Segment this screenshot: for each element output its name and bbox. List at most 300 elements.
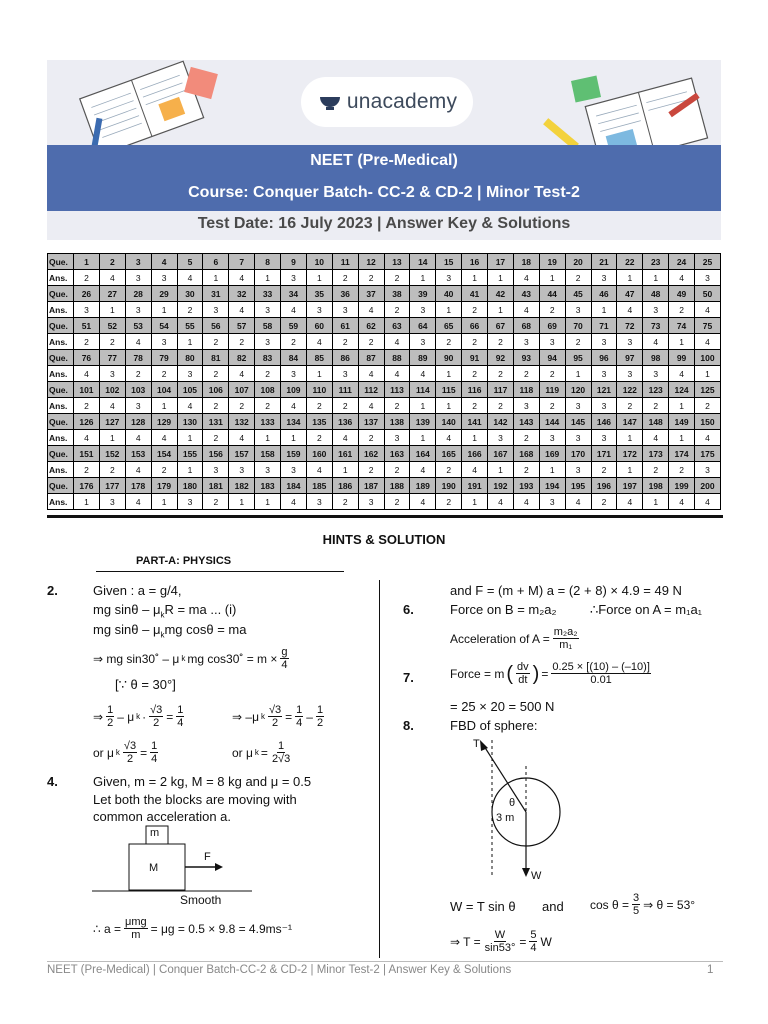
answer-cell: 2 [203, 398, 229, 414]
question-number-cell: 92 [488, 350, 514, 366]
answer-cell: 2 [332, 494, 358, 510]
answer-row [48, 302, 721, 318]
column-divider [379, 580, 380, 958]
question-number-cell: 139 [410, 414, 436, 430]
answer-cell: 1 [255, 430, 281, 446]
answer-cell: 4 [488, 494, 514, 510]
question-number-cell: 167 [488, 446, 514, 462]
question-number-cell: 177 [99, 478, 125, 494]
question-number-cell: 24 [669, 254, 695, 270]
page-number: 1 [707, 964, 714, 976]
question-number-cell: 67 [488, 318, 514, 334]
answer-cell: 2 [151, 462, 177, 478]
question-number-cell: 39 [410, 286, 436, 302]
question-number-cell: 184 [281, 478, 307, 494]
answer-cell: 3 [539, 494, 565, 510]
answer-cell: 2 [125, 366, 151, 382]
question-number-cell: 149 [669, 414, 695, 430]
que-label: Que. [48, 318, 74, 334]
question-number-cell: 188 [384, 478, 410, 494]
question-number-cell: 118 [513, 382, 539, 398]
question-number-cell: 99 [669, 350, 695, 366]
question-number-cell: 115 [436, 382, 462, 398]
question-number-cell: 5 [177, 254, 203, 270]
answer-cell: 4 [643, 334, 669, 350]
answer-cell: 2 [462, 366, 488, 382]
q2-line2: mg sinθ – $\mu_kR$ = ma ... (i) [93, 602, 237, 620]
question-number-cell: 98 [643, 350, 669, 366]
answer-row [48, 334, 721, 350]
question-number-cell: 73 [643, 318, 669, 334]
answer-cell: 2 [203, 366, 229, 382]
answer-cell: 2 [358, 430, 384, 446]
question-number-cell: 96 [591, 350, 617, 366]
question-number-cell: 4 [151, 254, 177, 270]
q4-line2: Let both the blocks are moving with [93, 792, 297, 807]
question-number-cell: 89 [410, 350, 436, 366]
question-number-cell: 143 [513, 414, 539, 430]
answer-cell: 1 [462, 494, 488, 510]
answer-cell: 2 [488, 366, 514, 382]
answer-cell: 1 [229, 494, 255, 510]
answer-cell: 4 [99, 398, 125, 414]
answer-cell: 4 [695, 334, 721, 350]
answer-cell: 1 [488, 302, 514, 318]
answer-cell: 4 [306, 334, 332, 350]
ans-label: Ans. [48, 398, 74, 414]
question-number-cell: 116 [462, 382, 488, 398]
answer-cell: 3 [617, 334, 643, 350]
question-number-cell: 194 [539, 478, 565, 494]
question-number-cell: 129 [151, 414, 177, 430]
answer-cell: 1 [255, 270, 281, 286]
question-number-cell: 48 [643, 286, 669, 302]
answer-cell: 2 [358, 334, 384, 350]
question-number-cell: 182 [229, 478, 255, 494]
q8-line2: W = T sin θ [450, 899, 516, 914]
question-number-cell: 187 [358, 478, 384, 494]
question-number-cell: 38 [384, 286, 410, 302]
question-number-cell: 174 [669, 446, 695, 462]
header-banner [47, 60, 721, 240]
question-number-cell: 183 [255, 478, 281, 494]
question-number-cell: 64 [410, 318, 436, 334]
question-number-cell: 58 [255, 318, 281, 334]
answer-cell: 3 [203, 302, 229, 318]
answer-cell: 3 [565, 398, 591, 414]
answer-cell: 3 [125, 302, 151, 318]
question-number-cell: 165 [436, 446, 462, 462]
answer-cell: 4 [695, 302, 721, 318]
answer-cell: 2 [99, 334, 125, 350]
answer-cell: 4 [125, 494, 151, 510]
question-number-cell: 114 [410, 382, 436, 398]
question-number-cell: 16 [462, 254, 488, 270]
answer-cell: 1 [177, 462, 203, 478]
answer-cell: 2 [436, 462, 462, 478]
question-number-row [48, 414, 721, 430]
q2-number: 2. [47, 583, 58, 598]
que-label: Que. [48, 254, 74, 270]
answer-cell: 4 [410, 462, 436, 478]
q7-line1: Force = m ( $\frac{dv}{dt}$ ) = $\frac{0.25 \times [(10) - (-10)]}{0.01}$ [450, 661, 650, 686]
ans-label: Ans. [48, 494, 74, 510]
answer-cell: 1 [488, 462, 514, 478]
q2-line7-right: or μ k = $\frac{1}{2√3}$ [232, 740, 291, 765]
question-number-cell: 119 [539, 382, 565, 398]
answer-row [48, 494, 721, 510]
question-number-cell: 76 [74, 350, 100, 366]
question-number-cell: 166 [462, 446, 488, 462]
q6-number: 6. [403, 602, 414, 617]
question-number-cell: 32 [229, 286, 255, 302]
q4-line3: common acceleration a. [93, 809, 232, 824]
answer-cell: 1 [617, 270, 643, 286]
q4-force-result: and F = (m + M) a = (2 + 8) × 4.9 = 49 N [450, 583, 682, 598]
q4-result: ∴ a = $\frac{\text{μmg}}{m}$ = μg = 0.5 × 9.8 = 4.9ms⁻¹ [93, 916, 292, 941]
answer-cell: 4 [565, 494, 591, 510]
answer-cell: 4 [462, 462, 488, 478]
answer-cell: 1 [74, 494, 100, 510]
question-number-row [48, 382, 721, 398]
question-number-cell: 86 [332, 350, 358, 366]
q7-line2: = 25 × 20 = 500 N [450, 699, 555, 714]
q8-and: and [542, 899, 564, 914]
question-number-cell: 75 [695, 318, 721, 334]
answer-key-table [47, 253, 721, 510]
answer-cell: 2 [74, 270, 100, 286]
fbd-theta-label: θ [509, 797, 516, 809]
answer-cell: 3 [177, 494, 203, 510]
answer-cell: 1 [99, 302, 125, 318]
answer-cell: 3 [255, 462, 281, 478]
question-number-cell: 108 [255, 382, 281, 398]
question-number-cell: 14 [410, 254, 436, 270]
question-number-cell: 103 [125, 382, 151, 398]
answer-cell: 1 [410, 270, 436, 286]
answer-cell: 3 [332, 302, 358, 318]
question-number-cell: 31 [203, 286, 229, 302]
answer-cell: 2 [617, 398, 643, 414]
question-number-cell: 27 [99, 286, 125, 302]
answer-cell: 2 [306, 430, 332, 446]
question-number-cell: 63 [384, 318, 410, 334]
answer-cell: 4 [410, 494, 436, 510]
q2-line4: ⇒ mg sin30˚ – μ k mg cos30˚ = m × $\frac{g}{4}$ [93, 646, 288, 671]
question-number-cell: 180 [177, 478, 203, 494]
question-number-cell: 51 [74, 318, 100, 334]
answer-cell: 3 [410, 334, 436, 350]
question-number-cell: 196 [591, 478, 617, 494]
answer-cell: 4 [125, 462, 151, 478]
q2-line3: mg sinθ – $\mu_kmg$ cosθ = ma [93, 622, 247, 640]
answer-cell: 3 [565, 430, 591, 446]
answer-cell: 4 [177, 398, 203, 414]
question-number-cell: 168 [513, 446, 539, 462]
question-number-cell: 175 [695, 446, 721, 462]
question-number-row [48, 446, 721, 462]
question-number-cell: 69 [539, 318, 565, 334]
hints-heading: HINTS & SOLUTION [322, 532, 446, 547]
question-number-row [48, 318, 721, 334]
answer-cell: 2 [384, 302, 410, 318]
answer-cell: 2 [539, 366, 565, 382]
footer-divider [47, 961, 723, 962]
answer-cell: 3 [436, 270, 462, 286]
question-number-cell: 30 [177, 286, 203, 302]
answer-cell: 4 [74, 430, 100, 446]
question-number-cell: 199 [669, 478, 695, 494]
question-number-cell: 37 [358, 286, 384, 302]
question-number-cell: 191 [462, 478, 488, 494]
answer-cell: 2 [332, 334, 358, 350]
question-number-cell: 61 [332, 318, 358, 334]
answer-cell: 2 [74, 398, 100, 414]
notebook-illustration-left [47, 60, 247, 145]
question-number-cell: 100 [695, 350, 721, 366]
q6-line1b: ∴Force on A = m₁a₁ [590, 602, 703, 617]
answer-cell: 2 [488, 398, 514, 414]
question-number-cell: 22 [617, 254, 643, 270]
answer-cell: 3 [125, 270, 151, 286]
brand-logo [301, 77, 473, 127]
que-label: Que. [48, 286, 74, 302]
q2-line5: [∵ θ = 30°] [115, 677, 176, 692]
answer-cell: 1 [488, 270, 514, 286]
answer-cell: 3 [591, 334, 617, 350]
question-number-cell: 154 [151, 446, 177, 462]
q6-line1: Force on B = m₂a₂ [450, 602, 557, 617]
question-number-cell: 163 [384, 446, 410, 462]
answer-cell: 4 [384, 334, 410, 350]
question-number-cell: 146 [591, 414, 617, 430]
answer-cell: 4 [513, 270, 539, 286]
answer-cell: 3 [488, 430, 514, 446]
answer-cell: 3 [643, 302, 669, 318]
question-number-cell: 65 [436, 318, 462, 334]
answer-cell: 1 [151, 302, 177, 318]
answer-cell: 2 [591, 494, 617, 510]
question-number-cell: 131 [203, 414, 229, 430]
answer-cell: 3 [229, 462, 255, 478]
question-number-cell: 137 [358, 414, 384, 430]
answer-cell: 4 [332, 430, 358, 446]
answer-cell: 4 [436, 430, 462, 446]
answer-cell: 3 [281, 270, 307, 286]
que-label: Que. [48, 446, 74, 462]
answer-cell: 1 [151, 494, 177, 510]
answer-cell: 4 [669, 270, 695, 286]
answer-cell: 2 [255, 366, 281, 382]
question-number-cell: 43 [513, 286, 539, 302]
fbd-weight-label: W [531, 870, 542, 882]
question-number-cell: 93 [513, 350, 539, 366]
answer-cell: 2 [669, 462, 695, 478]
answer-cell: 3 [695, 270, 721, 286]
question-number-cell: 59 [281, 318, 307, 334]
answer-cell: 1 [462, 430, 488, 446]
q8-line1: FBD of sphere: [450, 718, 538, 733]
answer-cell: 2 [229, 398, 255, 414]
answer-cell: 2 [229, 334, 255, 350]
answer-row [48, 430, 721, 446]
answer-cell: 3 [151, 270, 177, 286]
test-date-title: Test Date: 16 July 2023 | Answer Key & Solutions [197, 215, 571, 232]
answer-row [48, 462, 721, 478]
question-number-cell: 49 [669, 286, 695, 302]
question-number-cell: 120 [565, 382, 591, 398]
answer-cell: 4 [177, 270, 203, 286]
q2-line1: Given : a = g/4, [93, 583, 182, 598]
answer-cell: 2 [462, 398, 488, 414]
question-number-cell: 178 [125, 478, 151, 494]
question-number-cell: 169 [539, 446, 565, 462]
question-number-cell: 126 [74, 414, 100, 430]
answer-row [48, 270, 721, 286]
question-number-cell: 190 [436, 478, 462, 494]
answer-cell: 3 [591, 270, 617, 286]
answer-cell: 3 [281, 366, 307, 382]
answer-cell: 2 [74, 462, 100, 478]
answer-cell: 2 [203, 430, 229, 446]
q2-line6-left: ⇒ $\frac{1}{2}$ – μ k · $\frac{√3}{2}$ = $\frac{1}{4}$ [93, 704, 184, 729]
question-number-cell: 164 [410, 446, 436, 462]
answer-cell: 1 [255, 494, 281, 510]
answer-cell: 3 [306, 494, 332, 510]
question-number-cell: 158 [255, 446, 281, 462]
big-block-label: M [149, 862, 159, 874]
question-number-cell: 87 [358, 350, 384, 366]
answer-cell: 1 [669, 334, 695, 350]
question-number-cell: 55 [177, 318, 203, 334]
question-number-cell: 52 [99, 318, 125, 334]
question-number-cell: 198 [643, 478, 669, 494]
answer-cell: 1 [669, 430, 695, 446]
question-number-cell: 157 [229, 446, 255, 462]
que-label: Que. [48, 478, 74, 494]
question-number-row [48, 286, 721, 302]
answer-cell: 1 [306, 270, 332, 286]
question-number-cell: 72 [617, 318, 643, 334]
unacademy-logo-icon [317, 91, 343, 113]
answer-cell: 4 [384, 366, 410, 382]
answer-cell: 3 [99, 494, 125, 510]
force-label: F [204, 851, 211, 863]
question-number-cell: 121 [591, 382, 617, 398]
q2-line7-left: or μ k $\frac{√3}{2}$ = $\frac{1}{4}$ [93, 740, 158, 765]
question-number-cell: 79 [151, 350, 177, 366]
fbd-radius-label: 3 m [496, 812, 515, 824]
answer-cell: 2 [384, 494, 410, 510]
question-number-cell: 193 [513, 478, 539, 494]
answer-cell: 3 [695, 462, 721, 478]
answer-cell: 4 [695, 430, 721, 446]
answer-cell: 2 [203, 334, 229, 350]
question-number-cell: 46 [591, 286, 617, 302]
question-number-cell: 34 [281, 286, 307, 302]
question-number-cell: 159 [281, 446, 307, 462]
answer-cell: 4 [358, 302, 384, 318]
answer-cell: 2 [695, 398, 721, 414]
ans-label: Ans. [48, 334, 74, 350]
answer-cell: 3 [410, 302, 436, 318]
question-number-cell: 102 [99, 382, 125, 398]
part-underline [96, 571, 344, 572]
question-number-cell: 70 [565, 318, 591, 334]
answer-cell: 1 [436, 366, 462, 382]
question-number-cell: 74 [669, 318, 695, 334]
answer-cell: 1 [332, 462, 358, 478]
question-number-cell: 151 [74, 446, 100, 462]
question-number-cell: 104 [151, 382, 177, 398]
answer-cell: 4 [617, 494, 643, 510]
answer-cell: 1 [591, 302, 617, 318]
question-number-cell: 60 [306, 318, 332, 334]
question-number-cell: 122 [617, 382, 643, 398]
answer-cell: 2 [99, 462, 125, 478]
answer-cell: 4 [229, 270, 255, 286]
answer-cell: 1 [643, 494, 669, 510]
answer-cell: 3 [565, 302, 591, 318]
question-number-cell: 71 [591, 318, 617, 334]
answer-cell: 2 [462, 302, 488, 318]
question-number-cell: 13 [384, 254, 410, 270]
answer-cell: 1 [177, 334, 203, 350]
answer-cell: 3 [539, 430, 565, 446]
question-number-row [48, 478, 721, 494]
question-number-cell: 171 [591, 446, 617, 462]
question-number-cell: 140 [436, 414, 462, 430]
part-a-heading: PART-A: PHYSICS [136, 555, 232, 567]
question-number-cell: 50 [695, 286, 721, 302]
question-number-cell: 18 [513, 254, 539, 270]
answer-cell: 4 [358, 398, 384, 414]
answer-cell: 1 [669, 398, 695, 414]
answer-cell: 4 [74, 366, 100, 382]
answer-cell: 4 [669, 366, 695, 382]
question-number-cell: 195 [565, 478, 591, 494]
answer-cell: 2 [384, 398, 410, 414]
question-number-cell: 19 [539, 254, 565, 270]
question-number-cell: 192 [488, 478, 514, 494]
question-number-cell: 125 [695, 382, 721, 398]
answer-cell: 3 [617, 366, 643, 382]
question-number-cell: 130 [177, 414, 203, 430]
answer-cell: 3 [513, 334, 539, 350]
answer-cell: 3 [332, 366, 358, 382]
question-number-cell: 12 [358, 254, 384, 270]
answer-cell: 3 [643, 366, 669, 382]
question-number-cell: 189 [410, 478, 436, 494]
question-number-cell: 15 [436, 254, 462, 270]
question-number-cell: 136 [332, 414, 358, 430]
question-number-cell: 83 [255, 350, 281, 366]
question-number-cell: 88 [384, 350, 410, 366]
answer-cell: 3 [384, 430, 410, 446]
answer-cell: 1 [462, 270, 488, 286]
answer-cell: 1 [99, 430, 125, 446]
question-number-cell: 112 [358, 382, 384, 398]
question-number-cell: 138 [384, 414, 410, 430]
answer-cell: 4 [669, 494, 695, 510]
question-number-cell: 101 [74, 382, 100, 398]
answer-cell: 2 [591, 462, 617, 478]
answer-cell: 4 [643, 430, 669, 446]
answer-cell: 3 [203, 462, 229, 478]
question-number-cell: 41 [462, 286, 488, 302]
answer-cell: 3 [151, 334, 177, 350]
answer-cell: 3 [281, 462, 307, 478]
